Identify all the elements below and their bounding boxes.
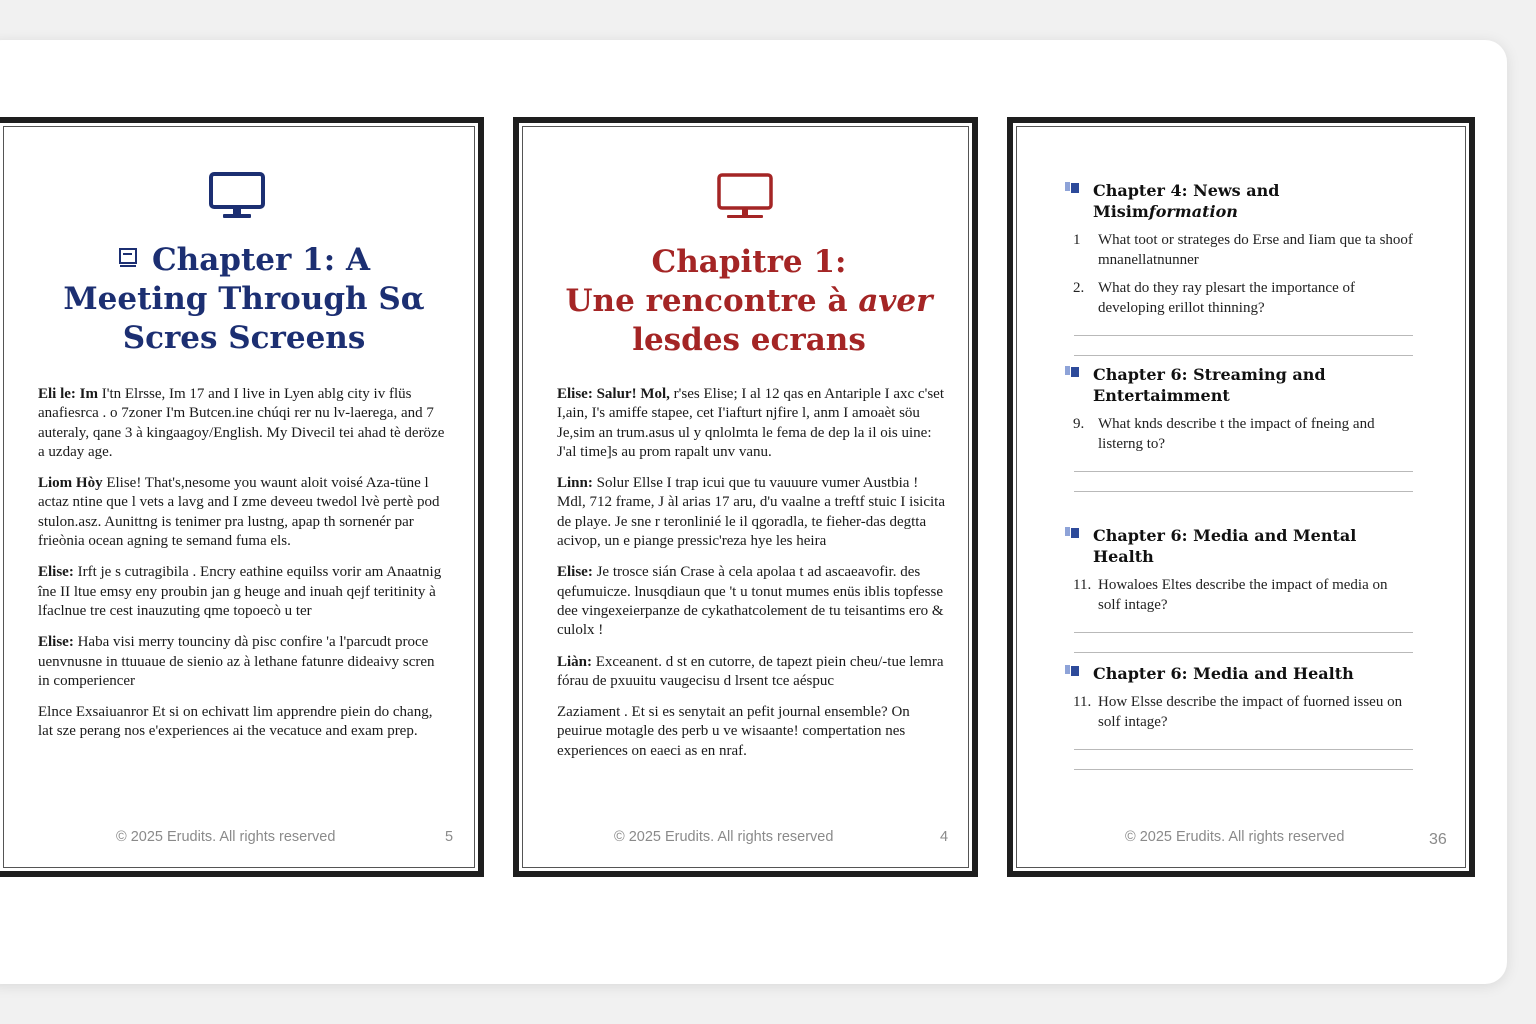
question-item: 11. How Elsse describe the impact of fuorned isseu on solf intage? — [1073, 694, 1403, 730]
dialogue-paragraph: Elise: Irft je s cutragibila . Encry eathine equilss vorir am Anaatnig îne II ltue emsy eny proubin jan g heuge and inuah qejf teritinity à lfaclnue tre cest inauzuting qme topoecò u ter — [38, 564, 442, 619]
chapter-title: Chapter 1: A Meeting Through Sα Scres Screens — [63, 242, 425, 356]
section-heading: Chapter 6: Streaming and Entertaimment — [1065, 364, 1413, 406]
page-number: 4 — [940, 829, 949, 845]
answer-line[interactable] — [1074, 749, 1413, 750]
monitor-icon — [209, 171, 265, 221]
book-page-french — [513, 117, 978, 877]
dialogue-paragraph: Linn: Solur Ellse I trap icui que tu vauuure vumer Austbia ! Mdl, 712 frame, J àl arias 17 aru, d'u vaalne a treftf stuic I isicita de playe. Je sne r teronlinié le il qgoradla, te fieher-das degtta acivop, un e piange pressic'reza hye les heira — [557, 475, 945, 550]
dialogue-paragraph: Elise: Haba visi merry tounciny dà pisc confire 'a l'parcudt proce uenvnusne in ttuuaue de sienio az à lethane fatunre dideaivy scren in comperiencer — [38, 634, 435, 689]
question-item: 9. What knds describe t the impact of fneing and listerng to? — [1073, 416, 1375, 452]
answer-line[interactable] — [1074, 335, 1413, 336]
dialogue-paragraph: Elnce Exsaiuanror Et si on echivatt lim apprendre piein do chang, lat sze perang nos e'experiences ai the vecatuce and exam prep. — [38, 704, 433, 740]
copyright-footer: © 2025 Erudits. All rights reserved — [116, 829, 336, 845]
question-section — [1065, 663, 1413, 770]
dialogue-paragraph: Zaziament . Et si es senytait an pefit journal ensemble? On peuirue motagle des perb u ve wisaante! compertation nes experiences on eaeci as en nraf. — [557, 704, 910, 759]
copyright-footer: © 2025 Erudits. All rights reserved — [1125, 829, 1345, 845]
section-heading: Chapter 6: Media and Mental Health — [1065, 525, 1413, 567]
answer-line[interactable] — [1074, 491, 1413, 492]
book-page-english — [0, 117, 484, 877]
chapter-title: Chapitre 1: Une rencontre à aver lesdes ecrans — [565, 244, 933, 358]
copyright-footer: © 2025 Erudits. All rights reserved — [614, 829, 834, 845]
answer-line[interactable] — [1074, 471, 1413, 472]
square-bullet-icon — [1065, 527, 1081, 539]
square-bullet-icon — [1065, 665, 1081, 677]
question-section — [1065, 525, 1413, 653]
dialogue-text — [557, 385, 947, 773]
question-section — [1065, 364, 1413, 492]
answer-line[interactable] — [1074, 769, 1413, 770]
dialogue-paragraph: Liàn: Exceanent. d st en cutorre, de tapezt piein cheu/-tue lemra fórau de pxuuitu vaugecisu d lrsent tce aéspuc — [557, 653, 944, 689]
section-heading: Chapter 6: Media and Health — [1065, 663, 1413, 684]
answer-line[interactable] — [1074, 632, 1413, 633]
section-heading: Chapter 4: News and Misimformation — [1065, 180, 1413, 222]
monitor-icon — [717, 172, 773, 222]
dialogue-paragraph: Elise: Je trosce sián Crase à cela apolaa t ad ascaeavofir. des qefumuicze. lnusqdiaun que 't u tonut mumes enüs iblis topfesse dee vingexeierpanze de cykathatcolement de tu teisantims ero & culolx ! — [557, 564, 944, 639]
question-section — [1065, 180, 1413, 356]
book-page-questions — [1007, 117, 1475, 877]
square-bullet-icon — [1065, 366, 1081, 378]
dialogue-paragraph: Elise: Salur! Mol, r'ses Elise; I al 12 qas en Antariple I axc c'set I,ain, I's amiffe stapee, cet I'iafturt njfire l, anm I amoaèt söu Je,sim an trum.asus ul y qnlolmta le fema de dep la il ois uine: J'al time]s au prom rapalt unv vanu. — [557, 386, 944, 460]
book-icon — [118, 247, 144, 269]
dialogue-text — [38, 385, 448, 754]
page-number: 36 — [1429, 831, 1447, 848]
answer-line[interactable] — [1074, 355, 1413, 356]
dialogue-paragraph: Liom Hòy Elise! That's,nesome you waunt aloit voisé Aza-tüne l actaz ntine que l vets a lavg and I zme deveeu twedol lvè pertè pod stulon.asz. Aunittng is tenimer pra lustng, apap th sornenér par frieònia ocean agning te semand fuma els. — [38, 475, 440, 550]
question-item: 11. Howaloes Eltes describe the impact of media on solf intage? — [1073, 577, 1388, 613]
square-bullet-icon — [1065, 182, 1081, 194]
page-number: 5 — [445, 829, 454, 845]
answer-line[interactable] — [1074, 652, 1413, 653]
question-item: 2. What do they ray plesart the importance of developing erillot thinning? — [1073, 280, 1355, 316]
question-item: 1 What toot or strateges do Erse and Iiam que ta shoof mnanellatnunner — [1073, 232, 1413, 268]
dialogue-paragraph: Eli le: Im I'tn Elrsse, Im 17 and I live in Lyen ablg city iv flüs anafiesrca . o 7zoner I'm Butcen.ine chúqi rer nu lv-laerega, and 7 auteraly, qane 3 à kingaagoy/English. My Divecil tei ahad tè deröze a uzday age. — [38, 386, 445, 460]
